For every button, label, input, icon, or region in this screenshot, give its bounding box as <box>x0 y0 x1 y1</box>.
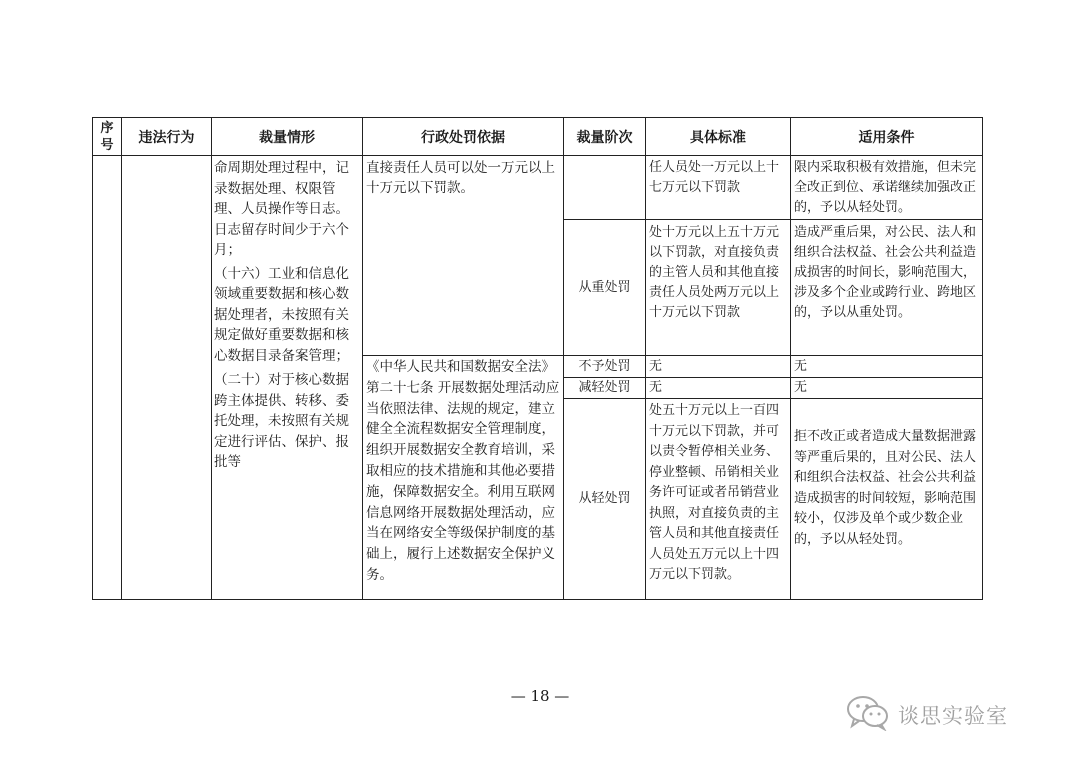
circumstance-paragraph: 命周期处理过程中，记录数据处理、权限管理、人员操作等日志。日志留存时间少于六个月； <box>214 160 349 258</box>
page-number: — 18 — <box>510 687 570 705</box>
basis-cell-bottom <box>363 357 563 599</box>
standard-cell <box>646 378 790 398</box>
basis-bottom-text: 《中华人民共和国数据安全法》第二十七条 开展数据处理活动应当依照法律、法规的规定，建立健全全流程数据安全管理制度，组织开展数据安全教育培训，采取相应的技术措施和其他必要措施，保障数据安全。利用互联网信息网络开展数据处理活动，应当在网络安全等级保护制度的基础上，履行上述数据安全保护义务。 <box>366 359 560 583</box>
condition-text: 造成严重后果，对公民、法人和组织合法权益、社会公共利益造成损害的时间长，影响范围大，涉及多个企业或跨行业、跨地区的，予以从重处罚。 <box>794 225 977 320</box>
condition-cell <box>791 223 982 355</box>
header-level-label: 裁量阶次 <box>576 129 633 146</box>
header-basis <box>363 118 563 155</box>
standard-text: 无 <box>649 359 663 374</box>
header-circumstances-label: 裁量情形 <box>259 129 315 146</box>
basis-cell-top <box>363 158 563 353</box>
header-level <box>564 118 645 155</box>
circumstance-paragraph: （二十）对于核心数据跨主体提供、转移、委托处理，未按照有关规定进行评估、保护、报批等 <box>214 372 349 470</box>
standard-text: 任人员处一万元以上十七万元以下罚款 <box>649 160 780 195</box>
standard-text: 无 <box>649 380 663 395</box>
header-violation-label: 违法行为 <box>138 129 195 146</box>
header-seq-label: 序号 <box>100 120 114 153</box>
standard-text: 处十万元以上五十万元以下罚款，对直接负责的主管人员和其他直接责任人员处两万元以上十万元以下罚款 <box>649 225 780 320</box>
level-text: 减轻处罚 <box>578 380 631 395</box>
level-text: 从重处罚 <box>578 279 631 295</box>
condition-text: 限内采取积极有效措施，但未完全改正到位、承诺继续加强改正的，予以从轻处罚。 <box>794 160 977 215</box>
col-divider <box>121 117 122 600</box>
header-violation <box>122 118 211 155</box>
standard-cell <box>646 401 790 598</box>
table-border-left <box>92 117 93 600</box>
header-conditions-label: 适用条件 <box>858 129 915 146</box>
watermark-text: 谈思实验室 <box>898 704 1008 728</box>
table-border-bottom <box>92 599 983 600</box>
condition-cell <box>791 158 982 218</box>
header-standard-label: 具体标准 <box>690 129 746 146</box>
condition-cell <box>791 378 982 398</box>
level-text: 不予处罚 <box>578 358 631 374</box>
header-basis-label: 行政处罚依据 <box>421 129 505 146</box>
condition-text: 无 <box>794 359 808 374</box>
header-seq <box>93 118 121 155</box>
condition-text: 拒不改正或者造成大量数据泄露等严重后果的，且对公民、法人和组织合法权益、社会公共利益造成损害的时间较短，影响范围较小，仅涉及单个或少数企业的，予以从轻处罚。 <box>794 429 977 547</box>
watermark <box>846 695 1008 735</box>
basis-top-text: 直接责任人员可以处一万元以上十万元以下罚款。 <box>366 160 555 196</box>
level-text: 从轻处罚 <box>578 491 631 506</box>
level-cell <box>564 399 645 599</box>
circumstances-cell <box>212 158 362 598</box>
standard-text: 处五十万元以上一百四十万元以下罚款，并可以责令暂停相关业务、停业整顿、吊销相关业务许可证或者吊销营业执照，对直接负责的主管人员和其他直接责任人员处五万元以上十四万元以下罚款。 <box>649 403 780 582</box>
row-divider <box>362 355 983 356</box>
condition-cell <box>791 357 982 377</box>
condition-cell <box>791 427 982 597</box>
standard-cell <box>646 357 790 377</box>
circumstance-paragraph: （十六）工业和信息化领域重要数据和核心数据处理者，未按照有关规定做好重要数据和核心数据目录备案管理； <box>214 265 349 364</box>
level-cell <box>564 220 645 355</box>
table-header-divider <box>92 155 983 156</box>
header-standard <box>646 118 790 155</box>
table-border-right <box>982 117 983 600</box>
header-conditions <box>791 118 982 155</box>
condition-text: 无 <box>794 380 808 395</box>
standard-cell <box>646 158 790 218</box>
level-cell <box>564 356 645 377</box>
level-cell <box>564 378 645 398</box>
wechat-icon <box>846 695 890 735</box>
header-circumstances <box>212 118 362 155</box>
standard-cell <box>646 223 790 355</box>
